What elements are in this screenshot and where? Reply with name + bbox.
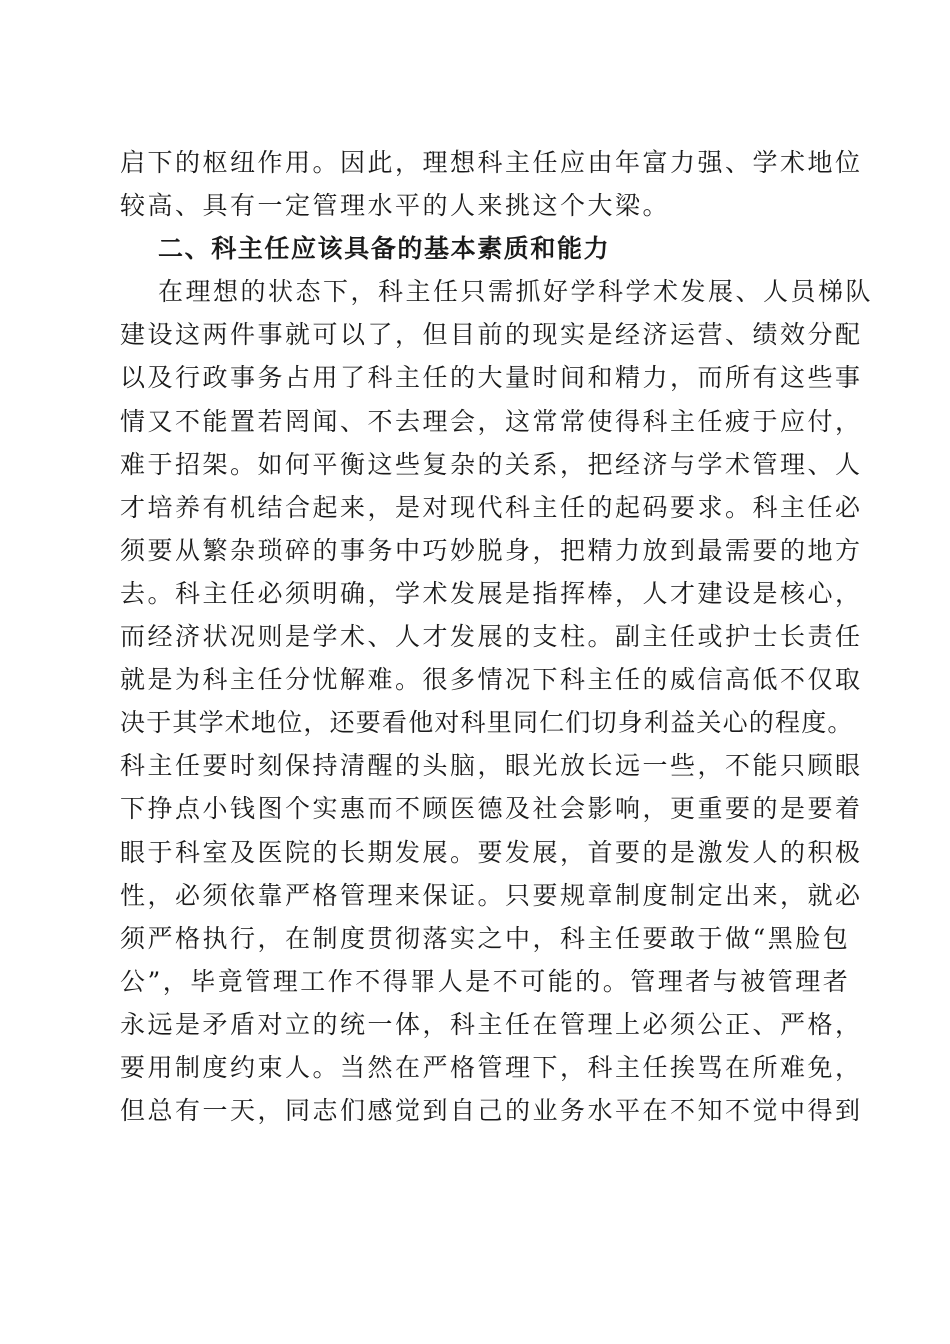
paragraph-line: 但总有一天，同志们感觉到自己的业务水平在不知不觉中得到 (120, 1096, 863, 1126)
paragraph-line: 须严格执行，在制度贯彻落实之中，科主任要敢于做“黑脸包 (120, 923, 851, 953)
paragraph-line: 决于其学术地位，还要看他对科里同仁们切身利益关心的程度。 (120, 708, 854, 738)
paragraph-line: 建设这两件事就可以了，但目前的现实是经济运营、绩效分配 (120, 320, 863, 350)
paragraph-line: 要用制度约束人。当然在严格管理下，科主任挨骂在所难免， (120, 1052, 863, 1082)
paragraph-line: 以及行政事务占用了科主任的大量时间和精力，而所有这些事 (120, 363, 863, 393)
paragraph-line: 启下的枢纽作用。因此，理想科主任应由年富力强、学术地位 (120, 148, 863, 177)
section-heading: 二、科主任应该具备的基本素质和能力 (158, 234, 611, 264)
paragraph-line: 须要从繁杂琐碎的事务中巧妙脱身，把精力放到最需要的地方 (120, 535, 863, 565)
paragraph-line: 性，必须依靠严格管理来保证。只要规章制度制定出来，就必 (120, 880, 863, 910)
paragraph-line: 去。科主任必须明确，学术发展是指挥棒，人才建设是核心， (120, 578, 863, 608)
paragraph-line: 永远是矛盾对立的统一体，科主任在管理上必须公正、严格， (120, 1009, 863, 1039)
paragraph-line: 在理想的状态下，科主任只需抓好学科学术发展、人员梯队 (158, 277, 874, 307)
paragraph-line: 才培养有机结合起来，是对现代科主任的起码要求。科主任必 (120, 492, 863, 522)
paragraph-line: 情又不能置若罔闻、不去理会，这常常使得科主任疲于应付， (120, 406, 863, 436)
paragraph-line: 就是为科主任分忧解难。很多情况下科主任的威信高低不仅取 (120, 665, 863, 695)
paragraph-line: 而经济状况则是学术、人才发展的支柱。副主任或护士长责任 (120, 622, 863, 652)
paragraph-line: 公”，毕竟管理工作不得罪人是不可能的。管理者与被管理者 (120, 966, 851, 996)
paragraph-line: 眼于科室及医院的长期发展。要发展，首要的是激发人的积极 (120, 837, 863, 867)
paragraph-line: 下挣点小钱图个实惠而不顾医德及社会影响，更重要的是要着 (120, 794, 863, 824)
paragraph-line: 较高、具有一定管理水平的人来挑这个大梁。 (120, 191, 671, 221)
document-text-block (120, 141, 874, 1132)
paragraph-line: 科主任要时刻保持清醒的头脑，眼光放长远一些，不能只顾眼 (120, 751, 863, 781)
paragraph-line: 难于招架。如何平衡这些复杂的关系，把经济与学术管理、人 (120, 449, 863, 479)
